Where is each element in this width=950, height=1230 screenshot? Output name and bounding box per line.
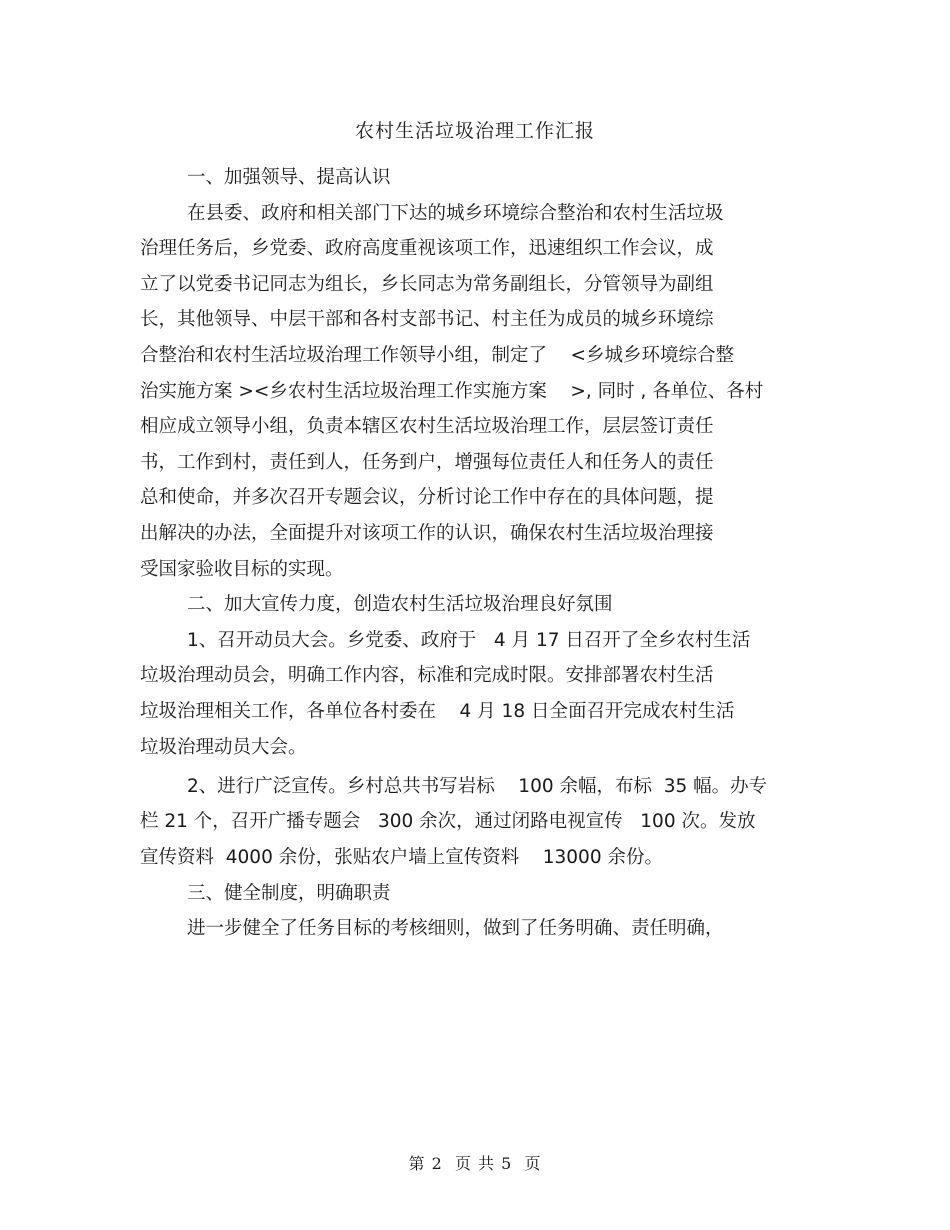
page-footer: 第 2 页 共 5 页 <box>408 1154 542 1173</box>
paragraph-line: 受国家验收目标的实现。 <box>140 558 344 580</box>
section-heading-2: 二、加大宣传力度，创造农村生活垃圾治理良好氛围 <box>187 594 613 616</box>
paragraph-line: 立了以党委书记同志为组长，乡长同志为常务副组长，分管领导为副组 <box>140 273 714 295</box>
paragraph-line: 在县委、政府和相关部门下达的城乡环境综合整治和农村生活垃圾 <box>187 202 724 224</box>
paragraph-line: 长，其他领导、中层干部和各村支部书记、村主任为成员的城乡环境综 <box>140 309 714 331</box>
paragraph-line: 总和使命，并多次召开专题会议，分析讨论工作中存在的具体问题，提 <box>140 487 714 509</box>
paragraph-line: 治理任务后，乡党委、政府高度重视该项工作，迅速组织工作会议，成 <box>140 238 714 260</box>
paragraph-line: 合整治和农村生活垃圾治理工作领导小组，制定了 <乡城乡环境综合整 <box>140 344 735 366</box>
section-heading-3: 三、健全制度，明确职责 <box>187 882 391 904</box>
paragraph-line: 1、召开动员大会。乡党委、政府于 4 月 17 日召开了全乡农村生活 <box>187 629 751 651</box>
document-title: 农村生活垃圾治理工作汇报 <box>354 120 595 142</box>
paragraph-line: 相应成立领导小组，负责本辖区农村生活垃圾治理工作，层层签订责任 <box>140 416 714 438</box>
paragraph-line: 出解决的办法，全面提升对该项工作的认识，确保农村生活垃圾治理接 <box>140 522 714 544</box>
paragraph-line: 2、进行广泛宣传。乡村总共书写岩标 100 余幅，布标 35 幅。办专 <box>187 775 768 797</box>
document-body <box>140 160 808 947</box>
paragraph-line: 治实施方案 ><乡农村生活垃圾治理工作实施方案 >, 同时 , 各单位、各村 <box>140 380 764 402</box>
section-heading-1: 一、加强领导、提高认识 <box>187 167 391 188</box>
paragraph-line: 垃圾治理动员大会。 <box>140 736 307 758</box>
paragraph-line: 垃圾治理动员会，明确工作内容，标准和完成时限。安排部署农村生活 <box>140 665 714 687</box>
paragraph-line: 宣传资料 4000 余份，张贴农户墙上宣传资料 13000 余份。 <box>140 847 663 869</box>
paragraph-line: 进一步健全了任务目标的考核细则，做到了任务明确、责任明确， <box>187 918 724 940</box>
paragraph-line: 书，工作到村，责任到人，任务到户，增强每位责任人和任务人的责任 <box>140 451 714 473</box>
paragraph-line: 垃圾治理相关工作，各单位各村委在 4 月 18 日全面召开完成农村生活 <box>140 700 735 722</box>
paragraph-line: 栏 21 个，召开广播专题会 300 余次，通过闭路电视宣传 100 次。发放 <box>140 811 756 833</box>
